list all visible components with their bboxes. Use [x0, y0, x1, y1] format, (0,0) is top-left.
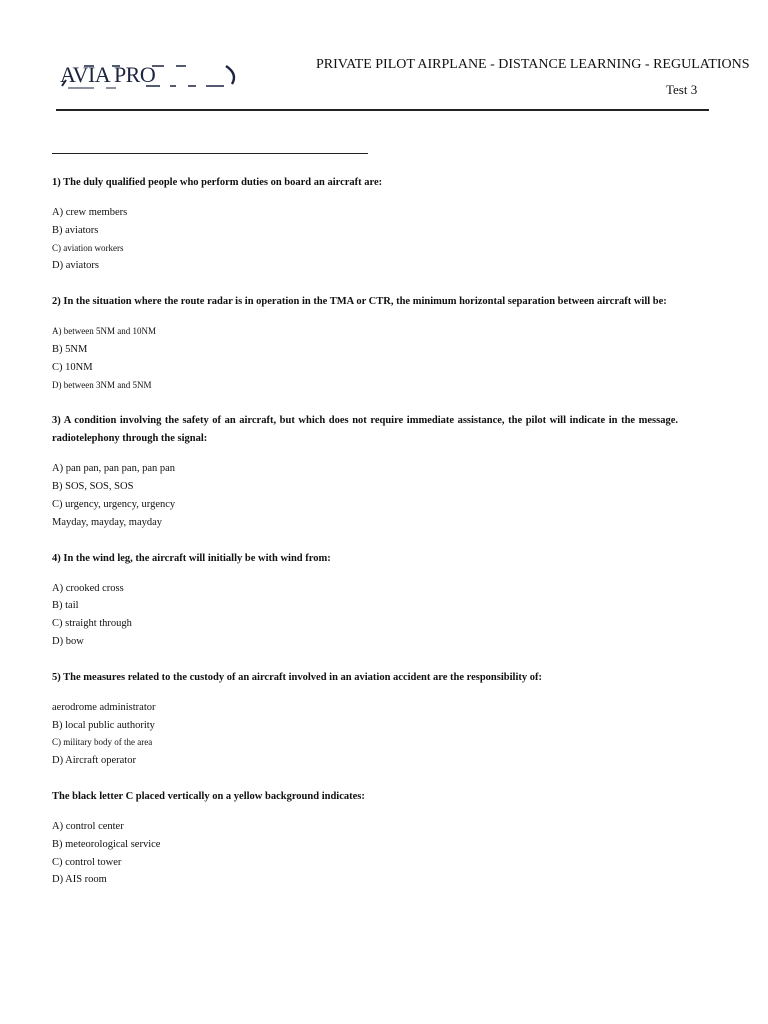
answer-option: A) between 5NM and 10NM	[52, 326, 156, 337]
answer-options	[52, 323, 678, 394]
question-4	[52, 550, 678, 651]
question-list	[52, 174, 678, 889]
question-text: 4) In the wind leg, the aircraft will initially be with wind from:	[52, 552, 331, 564]
answer-option: D) aviators	[52, 260, 99, 272]
question-text: 5) The measures related to the custody of an aircraft involved in an aviation accident are the responsibility of:	[52, 671, 542, 683]
answer-options	[52, 699, 678, 770]
question-text: 1) The duly qualified people who perform duties on board an aircraft are:	[52, 177, 383, 188]
answer-option: aerodrome administrator	[52, 701, 156, 713]
answer-option: C) urgency, urgency, urgency	[52, 498, 176, 510]
answer-option: C) straight through	[52, 618, 132, 630]
answer-option: C) aviation workers	[52, 242, 124, 253]
question-2	[52, 293, 678, 394]
answer-option: D) bow	[52, 635, 84, 647]
answer-options	[52, 204, 678, 275]
answer-options	[52, 460, 678, 531]
avia-pro-logo	[54, 56, 244, 96]
question-1	[52, 174, 678, 275]
answer-options	[52, 580, 678, 651]
question-3	[52, 412, 678, 531]
answer-option: B) 5NM	[52, 343, 88, 355]
question-text: 3) A condition involving the safety of an aircraft, but which does not require immediate assistance, the pilot will indicate in the message. radiotelephony through the signal:	[52, 415, 678, 445]
answer-option: D) Aircraft operator	[52, 755, 136, 767]
answer-option: D) between 3NM and 5NM	[52, 379, 152, 390]
question-text: The black letter C placed vertically on a yellow background indicates:	[52, 790, 365, 802]
answer-option: A) crew members	[52, 207, 128, 218]
question-text: 2) In the situation where the route radar is in operation in the TMA or CTR, the minimum horizontal separation between aircraft will be:	[52, 296, 667, 308]
answer-option: C) 10NM	[52, 361, 93, 373]
answer-option: Mayday, mayday, mayday	[52, 516, 163, 528]
answer-option: A) crooked cross	[52, 582, 124, 594]
answer-option: B) tail	[52, 600, 79, 612]
logo-text: AVIA PRO	[60, 62, 156, 87]
answer-option: A) control center	[52, 820, 124, 832]
question-6	[52, 788, 678, 889]
answer-option: B) aviators	[52, 224, 99, 236]
answer-option: C) control tower	[52, 856, 122, 868]
page-title: PRIVATE PILOT AIRPLANE - DISTANCE LEARNING - REGULATIONS	[316, 57, 750, 72]
answer-option: A) pan pan, pan pan, pan pan	[52, 463, 176, 475]
answer-options	[52, 818, 678, 889]
question-5	[52, 669, 678, 770]
answer-option: C) military body of the area	[52, 737, 153, 748]
name-line-divider	[52, 153, 368, 154]
answer-option: B) meteorological service	[52, 838, 161, 850]
header-divider	[56, 109, 709, 111]
answer-option: B) local public authority	[52, 719, 155, 731]
answer-option: B) SOS, SOS, SOS	[52, 481, 134, 493]
answer-option: D) AIS room	[52, 874, 107, 886]
test-number: Test 3	[666, 82, 698, 97]
